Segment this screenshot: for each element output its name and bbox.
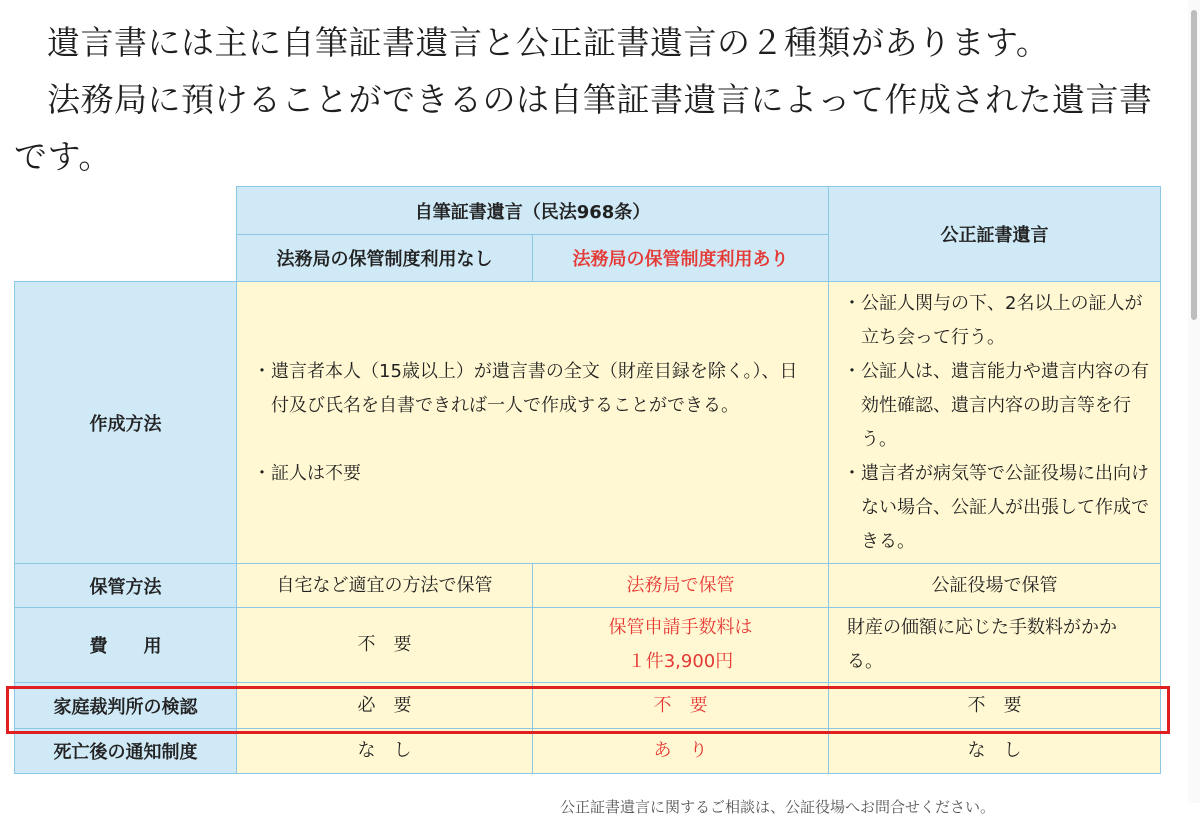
cost-yes-line-1: 保管申請手数料は [608,617,753,638]
header-sub-no-storage: 法務局の保管制度利用なし [237,235,533,282]
cost-yes-line-2: １件3,900円 [627,651,734,672]
method-jihitsu-item-2: ・証人は不要 [253,462,361,484]
intro-text [14,14,1184,185]
cell-notice-yes: あ り [533,729,829,774]
method-kosei-item-2: ・公証人は、遺言能力や遺言内容の有効性確認、遺言内容の助言等を行う。 [843,360,1150,450]
scrollbar-thumb[interactable] [1191,10,1197,320]
probate-row-highlight [6,686,1170,734]
cell-method-jihitsu [237,282,829,564]
intro-line-2: 法務局に預けることができるのは自筆証書遺言によって作成された遺言書です。 [14,80,1153,176]
header-kosei: 公正証書遺言 [829,187,1161,282]
cell-probate-kosei: 不 要 [829,683,1161,729]
method-jihitsu-item-1: ・遺言者本人（15歳以上）が遺言書の全文（財産目録を除く。）、日付及び氏名を自書できれば一人で作成することができる。 [253,360,798,416]
cell-storage-no: 自宅など適宜の方法で保管 [237,564,533,608]
cell-storage-kosei: 公証役場で保管 [829,564,1161,608]
header-jihitsu: 自筆証書遺言（民法968条） [237,187,829,235]
table-corner [15,187,237,282]
intro-line-1: 遺言書には主に自筆証書遺言と公正証書遺言の２種類があります。 [47,23,1050,62]
cell-method-kosei [829,282,1161,564]
cell-storage-yes: 法務局で保管 [533,564,829,608]
cell-probate-no: 必 要 [237,683,533,729]
cell-cost-no: 不 要 [237,608,533,683]
row-label-cost: 費 用 [15,608,237,683]
row-label-method: 作成方法 [15,282,237,564]
row-label-probate: 家庭裁判所の検認 [15,683,237,729]
method-kosei-item-1: ・公証人関与の下、2名以上の証人が立ち会って行う。 [843,292,1143,348]
method-kosei-item-3: ・遺言者が病気等で公証役場に出向けない場合、公証人が出張して作成できる。 [843,462,1150,552]
cell-cost-yes [533,608,829,683]
cell-notice-no: な し [237,729,533,774]
footer-note: 公正証書遺言に関するご相談は、公証役場へお問合せください。 [560,798,996,816]
cell-cost-kosei: 財産の価額に応じた手数料がかかる。 [829,608,1161,683]
cell-probate-yes: 不 要 [533,683,829,729]
scrollbar[interactable] [1188,0,1200,803]
row-label-notice: 死亡後の通知制度 [15,729,237,774]
header-sub-with-storage: 法務局の保管制度利用あり [533,235,829,282]
cell-notice-kosei: な し [829,729,1161,774]
row-label-storage: 保管方法 [15,564,237,608]
